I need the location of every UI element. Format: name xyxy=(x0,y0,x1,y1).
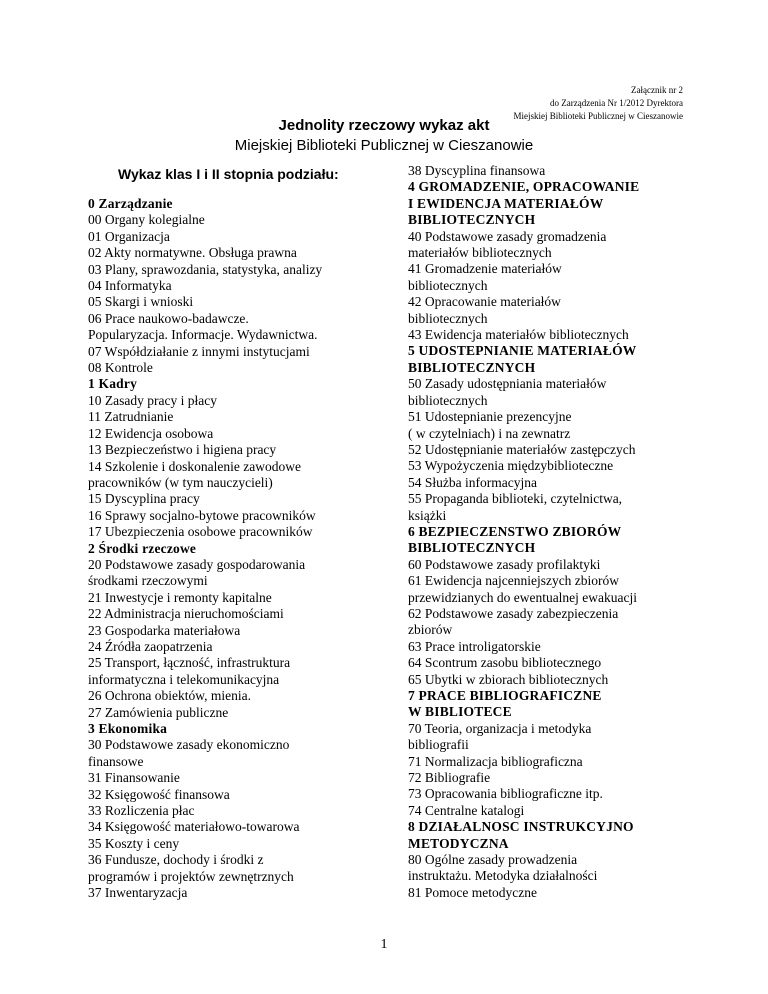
list-item: 22 Administracja nieruchomościami xyxy=(88,606,284,622)
list-item: 43 Ewidencja materiałów bibliotecznych xyxy=(408,327,629,343)
list-item: 21 Inwestycje i remonty kapitalne xyxy=(88,589,272,605)
list-item: 35 Koszty i ceny xyxy=(88,835,180,851)
list-item: 64 Scontrum zasobu bibliotecznego xyxy=(408,655,602,671)
category-heading: I EWIDENCJA MATERIAŁÓW xyxy=(408,195,604,211)
list-item: 20 Podstawowe zasady gospodarowania xyxy=(88,556,306,572)
list-item: 08 Kontrole xyxy=(88,360,153,376)
list-item: 31 Finansowanie xyxy=(88,770,180,786)
category-heading: 2 Środki rzeczowe xyxy=(88,540,197,556)
list-item: 10 Zasady pracy i płacy xyxy=(88,392,217,408)
list-item: informatyczna i telekomunikacyjna xyxy=(88,671,280,687)
list-item: 02 Akty normatywne. Obsługa prawna xyxy=(88,245,297,261)
list-item: 32 Księgowość finansowa xyxy=(88,786,230,802)
list-item: 03 Plany, sprawozdania, statystyka, analizy xyxy=(88,261,323,277)
list-item: 30 Podstawowe zasady ekonomiczno xyxy=(88,737,290,753)
list-item: 13 Bezpieczeństwo i higiena pracy xyxy=(88,442,277,458)
list-item: 27 Zamówienia publiczne xyxy=(88,704,229,720)
list-item: 24 Źródła zaopatrzenia xyxy=(88,638,213,654)
category-heading: 0 Zarządzanie xyxy=(88,196,173,211)
list-item: 61 Ewidencja najcenniejszych zbiorów xyxy=(408,573,620,589)
list-item: 12 Ewidencja osobowa xyxy=(88,425,214,441)
list-item: 01 Organizacja xyxy=(88,228,170,244)
list-item: ( w czytelniach) i na zewnatrz xyxy=(408,425,571,441)
list-item: 40 Podstawowe zasady gromadzenia xyxy=(408,228,607,244)
list-item: przewidzianych do ewentualnej ewakuacji xyxy=(408,589,638,605)
list-item: 55 Propaganda biblioteki, czytelnictwa, xyxy=(408,491,623,507)
list-item: 70 Teoria, organizacja i metodyka xyxy=(408,720,592,736)
list-item: 11 Zatrudnianie xyxy=(88,409,174,425)
list-item: środkami rzeczowymi xyxy=(88,573,208,589)
list-item: Popularyzacja. Informacje. Wydawnictwa. xyxy=(88,327,318,343)
list-item: 36 Fundusze, dochody i środki z xyxy=(88,852,264,868)
list-item: 04 Informatyka xyxy=(88,278,172,294)
list-item: 37 Inwentaryzacja xyxy=(88,885,188,901)
attachment-line: Miejskiej Biblioteki Publicznej w Cieszanowie xyxy=(513,111,683,121)
right-column xyxy=(408,163,708,901)
category-heading: BIBLIOTECZNYCH xyxy=(408,359,536,375)
category-heading: 6 BEZPIECZENSTWO ZBIORÓW xyxy=(408,523,622,539)
page-number: 1 xyxy=(380,937,388,952)
list-item: instruktażu. Metodyka działalności xyxy=(408,868,598,884)
list-item: 51 Udostepnianie prezencyjne xyxy=(408,409,572,425)
list-item: 23 Gospodarka materiałowa xyxy=(88,622,241,638)
list-item: 72 Bibliografie xyxy=(408,770,491,786)
list-item: 00 Organy kolegialne xyxy=(88,212,205,228)
list-item: 74 Centralne katalogi xyxy=(408,802,525,818)
attachment-line: Załącznik nr 2 xyxy=(631,85,683,95)
list-item: 54 Służba informacyjna xyxy=(408,474,537,490)
list-item: 81 Pomoce metodyczne xyxy=(408,884,537,900)
list-item: 73 Opracowania bibliograficzne itp. xyxy=(408,786,603,802)
list-item: pracowników (w tym nauczycieli) xyxy=(88,474,273,490)
left-column xyxy=(88,196,383,901)
category-heading: 5 UDOSTEPNIANIE MATERIAŁÓW xyxy=(408,343,637,359)
list-item: programów i projektów zewnętrznych xyxy=(88,868,294,884)
list-item: 50 Zasady udostępniania materiałów xyxy=(408,376,607,392)
list-item: 63 Prace introligatorskie xyxy=(408,638,541,654)
list-item: bibliotecznych xyxy=(408,310,488,326)
list-item: 71 Normalizacja bibliograficzna xyxy=(408,753,583,769)
list-item: finansowe xyxy=(88,753,144,769)
list-item: 65 Ubytki w zbiorach bibliotecznych xyxy=(408,671,609,687)
list-item: bibliotecznych xyxy=(408,277,488,293)
list-item: 38 Dyscyplina finansowa xyxy=(408,163,546,178)
document-title: Jednolity rzeczowy wykaz akt xyxy=(278,117,490,134)
list-item: 42 Opracowanie materiałów xyxy=(408,294,561,310)
list-item: książki xyxy=(408,507,447,523)
list-item: 15 Dyscyplina pracy xyxy=(88,491,200,507)
category-heading: METODYCZNA xyxy=(408,835,509,851)
category-heading: W BIBLIOTECE xyxy=(408,704,512,720)
list-item: 06 Prace naukowo-badawcze. xyxy=(88,310,249,326)
list-item: 60 Podstawowe zasady profilaktyki xyxy=(408,556,601,572)
category-heading: 4 GROMADZENIE, OPRACOWANIE xyxy=(408,179,640,195)
list-item: 62 Podstawowe zasady zabezpieczenia xyxy=(408,605,619,621)
list-item: 26 Ochrona obiektów, mienia. xyxy=(88,688,251,704)
section-heading: Wykaz klas I i II stopnia podziału: xyxy=(118,166,339,182)
list-item: 41 Gromadzenie materiałów xyxy=(408,261,562,277)
list-item: 34 Księgowość materiałowo-towarowa xyxy=(88,819,300,835)
list-item: 05 Skargi i wnioski xyxy=(88,294,194,310)
category-heading: 3 Ekonomika xyxy=(88,721,168,736)
document-subtitle: Miejskiej Biblioteki Publicznej w Cieszanowie xyxy=(234,137,534,154)
list-item: bibliografii xyxy=(408,737,469,753)
category-heading: 8 DZIAŁALNOSC INSTRUKCYJNO xyxy=(408,819,634,835)
list-item: materiałów bibliotecznych xyxy=(408,245,552,261)
list-item: 14 Szkolenie i doskonalenie zawodowe xyxy=(88,458,301,474)
list-item: 07 Współdziałanie z innymi instytucjami xyxy=(88,343,310,359)
list-item: 80 Ogólne zasady prowadzenia xyxy=(408,852,578,868)
list-item: 25 Transport, łączność, infrastruktura xyxy=(88,655,291,671)
category-heading: 1 Kadry xyxy=(88,376,138,392)
list-item: zbiorów xyxy=(408,622,453,638)
list-item: 17 Ubezpieczenia osobowe pracowników xyxy=(88,524,313,540)
category-heading: BIBLIOTECZNYCH xyxy=(408,540,536,556)
list-item: 52 Udostępnianie materiałów zastępczych xyxy=(408,441,636,457)
list-item: 53 Wypożyczenia międzybiblioteczne xyxy=(408,458,614,474)
category-heading: BIBLIOTECZNYCH xyxy=(408,212,536,228)
list-item: 33 Rozliczenia płac xyxy=(88,803,195,819)
category-heading: 7 PRACE BIBLIOGRAFICZNE xyxy=(408,688,602,703)
list-item: bibliotecznych xyxy=(408,392,488,408)
list-item: 16 Sprawy socjalno-bytowe pracowników xyxy=(88,507,316,523)
attachment-line: do Zarządzenia Nr 1/2012 Dyrektora xyxy=(550,98,683,108)
